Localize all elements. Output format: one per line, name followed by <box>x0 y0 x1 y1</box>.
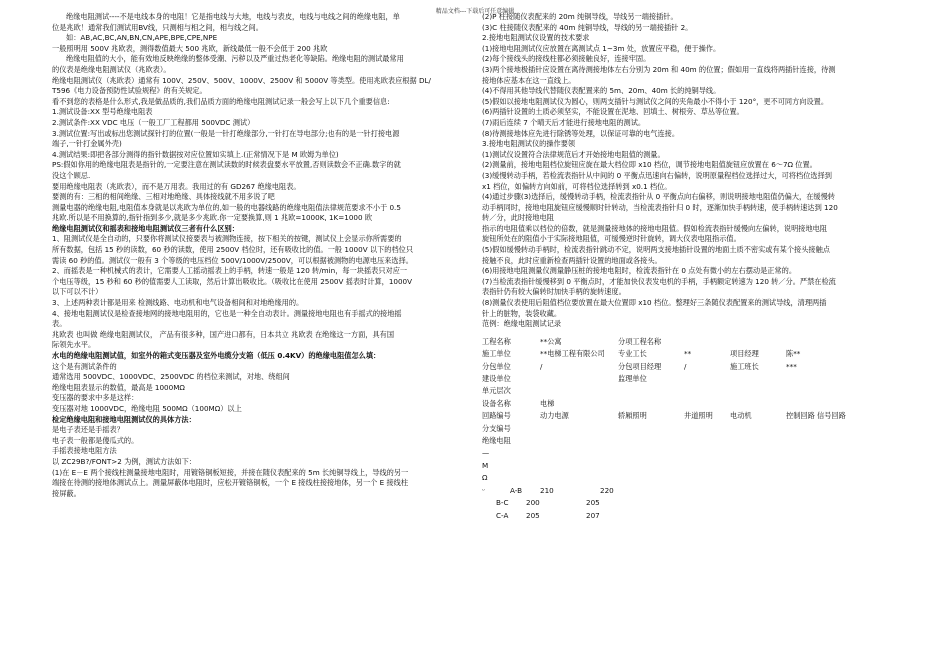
paragraph-line: 绝缘电阻测试仪（兆欧表）通常有 100V、250V、500V、1000V、2500V 和 5000V 等类型。使用兆欧表应根据 DL/ <box>52 75 431 85</box>
record-value: 210 <box>540 485 554 495</box>
record-unit-row <box>482 472 902 484</box>
record-value: 200 <box>526 498 540 508</box>
record-row <box>482 398 902 410</box>
paragraph-line: 要用绝缘电阻表（兆欧表），而不是万用表。我用过的有 GD267 绝缘电阻表。 <box>52 181 301 191</box>
paragraph-line: 变压器的要求中多是这样： <box>52 393 139 403</box>
record-cell <box>684 336 730 348</box>
record-cell <box>684 398 730 410</box>
record-cell <box>540 373 618 385</box>
paragraph-line: 测量电器的绝缘电阻,电阻值本身就是以兆欧为单位的,如一般的电器线路的绝缘电阻值法律规范要求不小于 0.5 <box>52 202 401 212</box>
record-cell <box>618 423 684 435</box>
record-value: 220 <box>600 485 614 495</box>
paragraph-line: (3)缓慢转动手柄，若检流表指针从中间的 0 平衡点迅速向右偏转，说明原量程档位选择过大，可将档位选择到 <box>482 170 832 180</box>
record-cell: 施工班长 <box>730 361 759 371</box>
paragraph-line: 表指针仍有较大偏转时加快手柄的旋转速度。 <box>482 287 626 297</box>
paragraph-line: (3)两个接地极插针应设置在离待测接地体左右分别为 20m 和 40m 的位置；假如用一直线将两插针连接，待测 <box>482 64 836 74</box>
paragraph-line: 以 ZC29B?/FONT>2 为例，测试方法如下： <box>52 456 197 466</box>
record-cell <box>786 336 896 348</box>
paragraph-line: (8)待测接地体应先进行除锈等处理，以保证可靠的电气连接。 <box>482 128 680 138</box>
record-cell <box>730 373 786 385</box>
paragraph-line: 动手柄同时，接地电阻旋钮应缓慢顺时针转动，当检流表指针归 0 时，逐渐加快手柄转速，使手柄转速达到 120 <box>482 202 838 212</box>
record-cell <box>730 435 786 447</box>
record-cell: 控制回路 信号回路 <box>786 411 846 421</box>
paragraph-line: 需读 60 秒的值。测试仪一般有 3 个等级的电压档位 500V/1000V/2500V，可以根据被测物的电源电压来选择。 <box>52 255 413 265</box>
paragraph-line: 转／分，此时接地电阻 <box>482 213 554 223</box>
record-cell: 轿厢照明 <box>618 411 647 421</box>
paragraph-line: 手摇表接地电阻方法 <box>52 446 117 456</box>
paragraph-line: 2、而摇表是一种机械式的表计，它需要人工摇动摇表上的手柄，转速一般是 120 转/min，每一块摇表只对应一 <box>52 266 408 276</box>
record-unit: M <box>482 460 489 470</box>
paragraph-line: 兆欧.所以是不用换算的,指针指到多少,就是多少兆欧.你一定要换算,则 1 兆欧=1000K, 1K=1000 欧 <box>52 213 373 223</box>
record-row <box>482 423 902 435</box>
record-cell: 井道照明 <box>684 411 713 421</box>
record-cell <box>684 435 730 447</box>
page-header: 精品文档---下载后可任意编辑 <box>435 8 515 15</box>
record-cell: 工程名称 <box>482 336 511 346</box>
record-cell: 电动机 <box>730 411 752 421</box>
paragraph-line: 4.测试结果:即把各部分测得的指针数据按对应位置如实填上.(正常情况下是 M 欧姆为单位) <box>52 149 339 159</box>
paragraph-line: 检定绝缘电阻和接地电阻测试仪的具体方法： <box>52 414 196 424</box>
paragraph-line: 电子表一般都是傻瓜式的。 <box>52 435 139 445</box>
paragraph-line: 位是兆欧！通常我们测试用BV线，只测相与相之间，相与线之间。 <box>52 22 263 32</box>
paragraph-line: 2.测试条件:XX VDC 电压（一般工厂工程都用 500VDC 测试） <box>52 117 255 127</box>
record-cell <box>730 398 786 410</box>
paragraph-line: x1 档位，如偏转方向如前，可将档位选择转到 x0.1 档位。 <box>482 181 672 191</box>
record-cell: 分包项目经理 <box>618 361 662 371</box>
paragraph-line: 水电的绝缘电阻测试值，如室外的箱式变压器及室外电缆分支箱（低压 0.4KV）的绝缘电阻值怎么填： <box>52 351 381 360</box>
paragraph-line: 绝缘电阻测试----不是电线本身的电阻！它是指电线与大地，电线与表皮，电线与电线之间的绝缘电阻，单 <box>66 12 400 21</box>
record-cell <box>730 423 786 435</box>
paragraph-line: (6)两插针设置的土质必须坚实，不能设置在泥地、回填土、树根旁、草丛等位置。 <box>482 107 744 117</box>
paragraph-line: 这个是有测试条件的 <box>52 361 117 371</box>
record-unit: — <box>482 448 490 458</box>
record-cell: 施工单位 <box>482 349 511 359</box>
paragraph-line: 1.测试设备:XX 型号绝缘电阻表 <box>52 107 153 117</box>
right-column <box>482 12 902 522</box>
paragraph-line: 表。 <box>52 319 67 329</box>
paragraph-line: 旋钮所处在的阻值小于实际接地阻值，可缓慢逆时针旋转，调大仪表电阻指示值。 <box>482 234 741 244</box>
paragraph-line: 一般照明用 500V 兆欧表，测得数值最大 500 兆欧，新线最低一般不会低于 200 兆欧 <box>52 43 328 53</box>
paragraph-line: 如：AB,AC,BC,AN,BN,CN,APE,BPE,CPE,NPE <box>66 33 218 43</box>
record-cell: ** <box>684 349 692 359</box>
record-row <box>482 373 902 385</box>
record-cell <box>684 373 730 385</box>
paragraph-line: 范例：绝缘电阻测试记录 <box>482 319 562 329</box>
record-unit: Ω <box>482 473 488 483</box>
record-value: A-B <box>510 485 523 495</box>
record-cell <box>618 398 684 410</box>
record-cell <box>786 385 896 397</box>
record-value: 205 <box>586 498 600 508</box>
record-cell <box>540 435 618 447</box>
paragraph-line: (5)假如缓慢转动手柄时，检流表指针跳动不定，说明两支接地插针设置的地面土质不密实或有某个接头接触点 <box>482 245 830 255</box>
paragraph-line: 3.测试位置:写出或标出您测试探针打的位置(一般是一针打绝缘部分,一针打在导电部分;也有的是一针打接电源 <box>52 128 400 138</box>
paragraph-line: (6)用接地电阻测量仪测量静压桩的接地电阻时，检流表指针在 0 点处有微小的左右摆动是正常的。 <box>482 266 797 276</box>
paragraph-line: 针上的脏物，装袋收藏。 <box>482 308 562 318</box>
record-cell <box>618 435 684 447</box>
record-cell: *** <box>786 361 797 371</box>
record-cell <box>540 385 618 397</box>
paragraph-line: 3、上述两种表计都是用来 检测线路、电动机和电气设备相间和对地绝缘用的。 <box>52 298 304 308</box>
record-cell <box>730 385 786 397</box>
record-row <box>482 336 902 348</box>
record-row <box>482 410 902 422</box>
record-unit-row <box>482 460 902 472</box>
record-cell: 陈** <box>786 349 801 359</box>
paragraph-line: 以下可以不计） <box>52 287 103 297</box>
paragraph-line: 看不到您的表格是什么形式,我是做品质的,我们品质方面的绝缘电阻测试记录一般会写上以下几个重要信息: <box>52 96 390 106</box>
paragraph-line: 指示的电阻值乘以档位的倍数，就是测量接地体的接地电阻值。假如检流表指针缓慢向左偏转，说明接地电阻 <box>482 223 828 233</box>
record-unit-row <box>482 447 902 459</box>
paragraph-line: 绝缘电阻测试仪和摇表和接地电阻测试仪三者有什么区别： <box>52 223 239 233</box>
paragraph-line: 端子,一针打金属外壳) <box>52 139 122 149</box>
paragraph-line: 1、阻测试仪是全自动的，只要你将测试仪接要表与被测物连接，按下相关的按键，测试仪上会显示你所需要的 <box>52 234 402 244</box>
paragraph-line: (5)假如以接地电阻测试仪为圆心，则两支插针与测试仪之间的夹角最小不得小于 120°，更不可同方向设置。 <box>482 96 829 106</box>
record-cell: 设备名称 <box>482 398 511 408</box>
record-row <box>482 361 902 373</box>
record-unit-row <box>482 485 902 497</box>
paragraph-line: 接屏蔽。 <box>52 488 81 498</box>
record-cell: **公寓 <box>540 336 562 346</box>
record-value: C-A <box>496 510 509 520</box>
paragraph-line: (2)P 柱接随仪表配来的 20m 纯铜导线，导线另一端接插针。 <box>482 12 678 21</box>
paragraph-line: T596《电力设备预防性试验规程》的有关规定。 <box>52 86 207 96</box>
record-cell <box>786 435 896 447</box>
paragraph-line: 所有数据，包括 15 秒的读数，60 秒的读数，使用 2500V 档位时，还有吸收比的值。一般 1000V 以下的档位只 <box>52 245 414 255</box>
paragraph-line: 的仪表是绝缘电阻测试仪（兆欧表）。 <box>52 64 171 74</box>
record-value-row <box>482 497 902 509</box>
record-value: 205 <box>526 510 540 520</box>
paragraph-line: 接地体应基本在这一直线上。 <box>482 75 576 85</box>
record-cell: 动力电源 <box>540 411 569 421</box>
paragraph-line: 3.接地电阻测试仪的操作要领 <box>482 139 576 149</box>
record-cell: / <box>684 361 687 371</box>
record-cell <box>786 373 896 385</box>
paragraph-line: (1)测试仪设置符合法律规范后才开始接地电阻值的测量。 <box>482 149 665 159</box>
left-column <box>52 12 462 499</box>
paragraph-line: 绝缘电阻表显示的数值，最高是 1000MΩ <box>52 382 185 392</box>
paragraph-line: 兆欧表 也叫做 绝缘电阻测试仪， 产品有很多种，国产进口都有，日本共立 兆欧表 在绝缘这一方面，具有国 <box>52 329 395 339</box>
record-cell <box>786 423 896 435</box>
record-cell <box>684 423 730 435</box>
record-cell: 分支编号 <box>482 423 511 433</box>
record-row <box>482 385 902 397</box>
paragraph-line: 是电子表还是手摇表？ <box>52 425 124 435</box>
paragraph-line: (2)每个接线头的接线柱都必须接触良好，连接牢固。 <box>482 54 651 64</box>
record-cell: 绝缘电阻 <box>482 436 511 446</box>
record-cell <box>684 385 730 397</box>
paragraph-line: 端接在待测的接地体测试点上。测量屏蔽体电阻时，应松开镀铬铜板，一个 E 接线柱接接地体，另一个 E 接线柱 <box>52 478 409 488</box>
record-value: B-C <box>496 498 509 508</box>
paragraph-line: 没这个顾忌. <box>52 170 91 180</box>
record-cell <box>540 423 618 435</box>
paragraph-line: (8)测量仪表使用后阻值档位要放置在最大位置即 x10 档位。整理好三条随仪表配置来的测试导线，清理两插 <box>482 298 827 308</box>
record-value-row <box>482 510 902 522</box>
record-cell: 分项工程名称 <box>618 336 662 346</box>
paragraph-line: 通常选用 500VDC、1000VDC、2500VDC 的档位来测试，对地、绕组间 <box>52 372 290 382</box>
paragraph-line: PS:假如你用的绝缘电阻表是指针的,一定要注意在测试读数的时候表盘要水平放置,否则读数会不正确.数字的就 <box>52 160 401 170</box>
paragraph-line: (1)在 E－E 两个接线柱测量接地电阻时，用镀铬铜板短接，并接在随仪表配来的 5m 长纯铜导线上，导线的另一 <box>52 467 409 477</box>
record-table <box>482 336 902 522</box>
record-cell: 项目经理 <box>730 349 759 359</box>
record-unit: ᵕ <box>482 485 485 495</box>
record-cell: **电梯工程有限公司 <box>540 349 605 359</box>
paragraph-line: (7)雨后连续 7 个晴天后才能进行接地电阻的测试。 <box>482 117 646 127</box>
paragraph-line: 2.接地电阻测试仪设置的技术要求 <box>482 33 590 43</box>
record-cell: 电梯 <box>540 398 555 408</box>
paragraph-line: 接触不良，此时应重新检查两插针设置的地面或各接头。 <box>482 255 662 265</box>
paragraph-line: (4)通过步骤(3)选择后，缓慢转动手柄，检流表指针从 0 平衡点向右偏移，则说明接地电阻值仍偏大，在缓慢转 <box>482 192 835 202</box>
record-cell: 分包单位 <box>482 361 511 371</box>
record-cell: 单元层次 <box>482 386 511 396</box>
record-row <box>482 435 902 447</box>
record-cell: 回路编号 <box>482 411 511 421</box>
paragraph-line: 际领先水平。 <box>52 340 96 350</box>
paragraph-line: (4)不得用其他导线代替随仪表配置来的 5m、20m、40m 长的纯铜导线。 <box>482 86 721 96</box>
paragraph-line: (1)接地电阻测试仪应放置在离测试点 1~3m 处，放置应平稳，便于操作。 <box>482 43 721 53</box>
paragraph-line: 绝缘电阻值的大小，能有效地反映绝缘的整体受潮、污秽以及严重过热老化等缺陷。绝缘电阻的测试最常用 <box>66 54 404 64</box>
record-cell <box>786 398 896 410</box>
record-value: 207 <box>586 510 600 520</box>
paragraph-line: 个电压等级，15 秒和 60 秒的值需要人工读取，然后计算出吸收比。（吸收比在使用 2500V 摇表时计算，1000V <box>52 276 413 286</box>
record-cell: 建设单位 <box>482 374 511 384</box>
paragraph-line: 4、接地电阻测试仪是检查接地网的接地电阻用的，它也是一种全自动表计。测量接地电阻也有手摇式的接地摇 <box>52 308 402 318</box>
paragraph-line: (2)测量前，接地电阻档位旋钮应旋在最大档位即 x10 档位，调节接地电阻值旋钮应放置在 6～7Ω 位置。 <box>482 160 817 170</box>
record-cell: 监理单位 <box>618 374 647 384</box>
paragraph-line: (7)当检流表指针缓慢移到 0 平衡点时，才能加快仪表发电机的手柄，手柄额定转速为 120 转／分。严禁在检流 <box>482 276 836 286</box>
paragraph-line: (3)C 柱接随仪表配来的 40m 纯铜导线，导线的另一端接插针 2。 <box>482 22 693 32</box>
record-cell <box>730 336 786 348</box>
record-cell: / <box>540 361 543 371</box>
record-row <box>482 348 902 360</box>
record-cell <box>618 385 684 397</box>
record-cell: 专业工长 <box>618 349 647 359</box>
paragraph-line: 要测的有：三相的相间绝缘、三相对地绝缘、具体接线就不用多说了吧 <box>52 192 275 202</box>
paragraph-line: 变压器对地 1000VDC，绝缘电阻 500MΩ（100MΩ）以上 <box>52 403 242 413</box>
